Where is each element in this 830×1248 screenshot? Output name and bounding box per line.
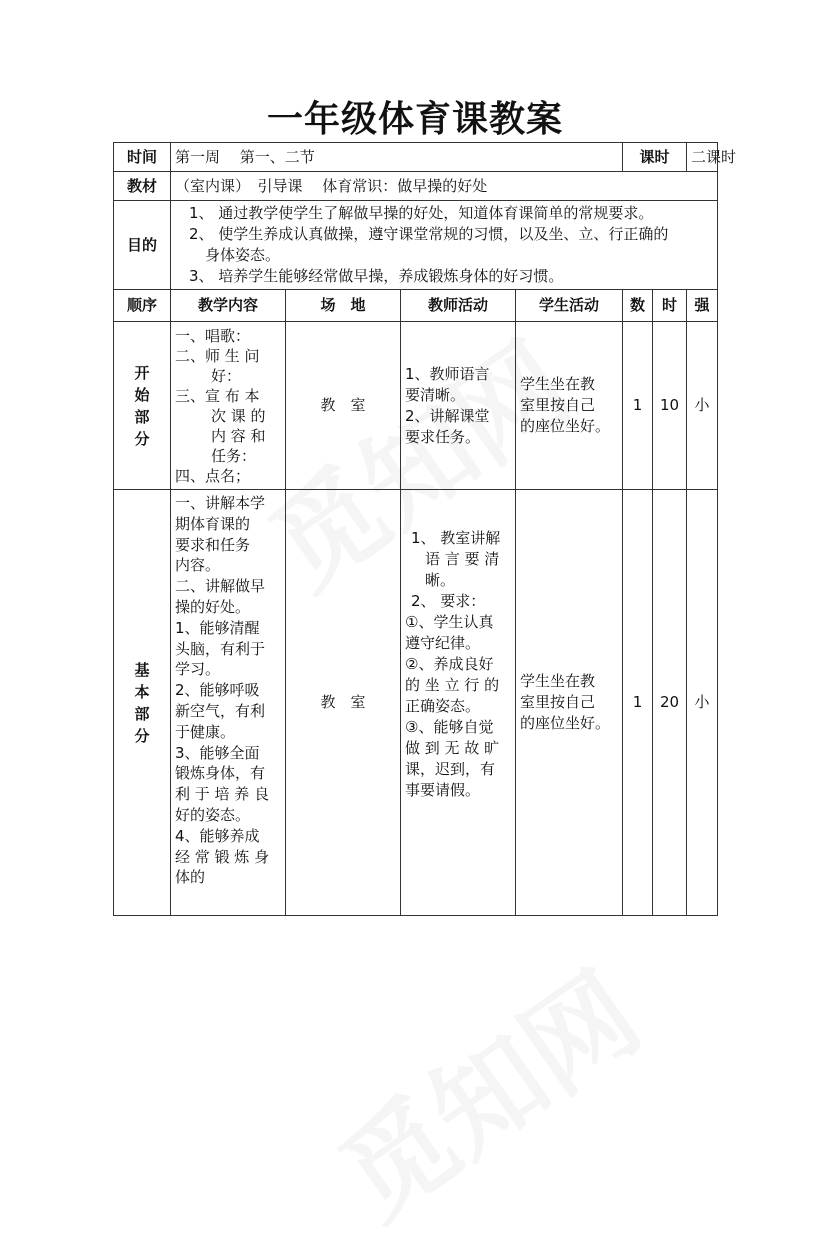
venue: 教 室 bbox=[286, 490, 401, 916]
venue: 教 室 bbox=[286, 322, 401, 490]
watermark bbox=[305, 930, 666, 1248]
col-header: 数 bbox=[623, 290, 653, 322]
time-label: 时间 bbox=[114, 143, 171, 172]
column-header-row bbox=[114, 290, 718, 322]
time-row bbox=[114, 143, 718, 172]
purpose-label: 目的 bbox=[114, 201, 171, 290]
purpose-text bbox=[171, 201, 718, 290]
col-header: 教师活动 bbox=[401, 290, 516, 322]
purpose-line: 1、 通过教学使学生了解做早操的好处，知道体育课简单的常规要求。 bbox=[189, 204, 654, 222]
teaching-content: 一、讲解本学 期体育课的 要求和任务 内容。 二、讲解做早 操的好处。 1、能够清醒 头脑，有利于 学习。 2、能够呼吸 新空气，有利 于健康。 3、能够全面 锻炼身体，有 利 于 培 养 良 好的姿态。 4、能够养成 经 常 锻 炼 身 体的 bbox=[171, 490, 286, 916]
purpose-line: 3、 培养学生能够经常做早操，养成锻炼身体的好习惯。 bbox=[189, 267, 564, 285]
section-name: 基 本 部 分 bbox=[114, 490, 171, 916]
col-header: 顺序 bbox=[114, 290, 171, 322]
material-label: 教材 bbox=[114, 172, 171, 201]
section-row bbox=[114, 490, 718, 916]
count-value: 1 bbox=[623, 322, 653, 490]
col-header: 学生活动 bbox=[516, 290, 623, 322]
purpose-line: 2、 使学生养成认真做操，遵守课堂常规的习惯，以及坐、立、行正确的 bbox=[189, 225, 669, 243]
material-value: （室内课） 引导课 体育常识：做早操的好处 bbox=[171, 172, 718, 201]
purpose-line: 身体姿态。 bbox=[205, 246, 281, 264]
col-header: 时 bbox=[653, 290, 687, 322]
teacher-activity: 1、 教室讲解 语 言 要 清 晰。 2、 要求： ①、学生认真 遵守纪律。 ②、养成良好 的 坐 立 行 的 正确姿态。 ③、能够自觉 做 到 无 故 旷 课，迟到，有 事要请假。 bbox=[401, 490, 516, 916]
minutes-value: 10 bbox=[653, 322, 687, 490]
lesson-plan-table bbox=[113, 142, 737, 916]
count-value: 1 bbox=[623, 490, 653, 916]
minutes-value: 20 bbox=[653, 490, 687, 916]
teacher-activity: 1、教师语言 要清晰。 2、讲解课堂 要求任务。 bbox=[401, 322, 516, 490]
time-value: 第一周 第一、二节 bbox=[171, 143, 623, 172]
material-row bbox=[114, 172, 718, 201]
intensity-value: 小 bbox=[687, 490, 718, 916]
col-header: 场 地 bbox=[286, 290, 401, 322]
teaching-content: 一、唱歌： 二、师 生 问 好： 三、宣 布 本 次 课 的 内 容 和 任务： 四、点名； bbox=[171, 322, 286, 490]
section-name: 开 始 部 分 bbox=[114, 322, 171, 490]
period-label: 课时 bbox=[623, 143, 687, 172]
page-title: 一年级体育课教案 bbox=[266, 99, 563, 140]
section-row bbox=[114, 322, 718, 490]
student-activity: 学生坐在教 室里按自己 的座位坐好。 bbox=[516, 322, 623, 490]
purpose-row bbox=[114, 201, 718, 290]
col-header: 教学内容 bbox=[171, 290, 286, 322]
period-value: 二课时 bbox=[687, 143, 718, 172]
student-activity: 学生坐在教 室里按自己 的座位坐好。 bbox=[516, 490, 623, 916]
intensity-value: 小 bbox=[687, 322, 718, 490]
col-header: 强 bbox=[687, 290, 718, 322]
